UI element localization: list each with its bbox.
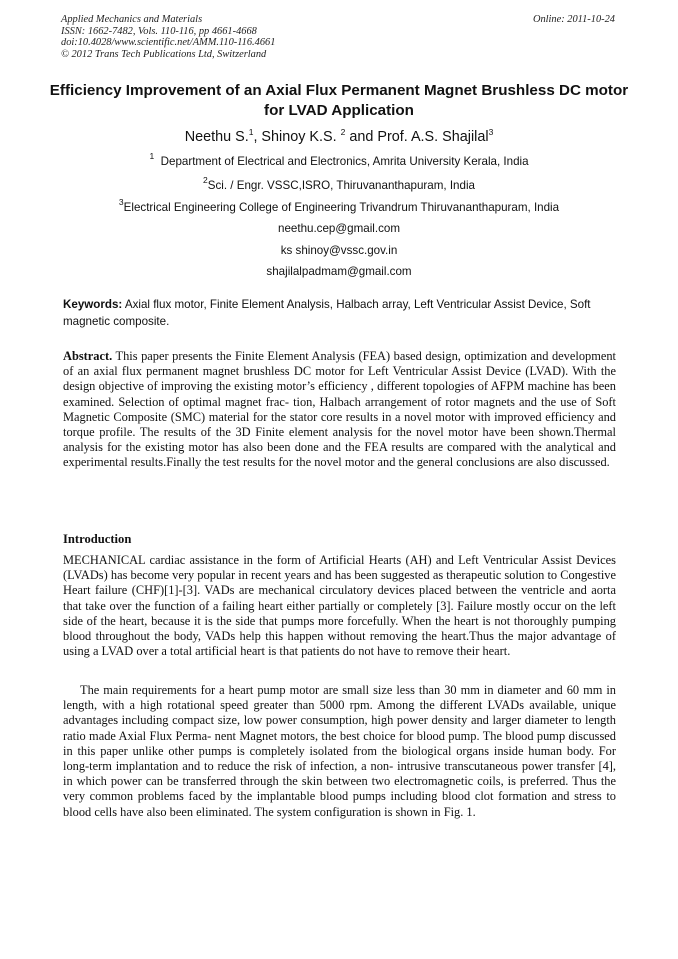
keywords-text: Axial flux motor, Finite Element Analysis, Halbach array, Left Ventricular Assist Device, Soft magnetic composite. [63, 298, 591, 328]
author-list [40, 128, 638, 146]
introduction-heading: Introduction [63, 532, 132, 546]
keywords-label: Keywords: [63, 298, 123, 311]
email-3: shajilalpadmam@gmail.com [266, 265, 412, 278]
author-affiliation-mark: 2 [340, 127, 346, 137]
paper-title: Efficiency Improvement of an Axial Flux Permanent Magnet Brushless DC motor for LVAD Application [49, 82, 629, 119]
author-affiliation-mark: 1 [248, 127, 254, 137]
email-1: neethu.cep@gmail.com [278, 222, 400, 235]
affiliation-1 [20, 151, 658, 169]
abstract-text: This paper presents the Finite Element Analysis (FEA) based design, optimization and development of an axial flux permanent magnet brushless DC motor for Left Ventricular Assist Device (LVAD). With the design objective of improving the existing motor’s efficiency , different topologies of AFPM machine has been examined. Selection of optimal magnet frac- tion, Halbach arrangement of rotor magnets and the use of Soft Magnetic Composite (SMC) material for the stator core results in a novel motor with improved efficiency and torque profile. The results of the 3D Finite element analysis for the novel motor have been shown.Thermal analysis for the existing motor has also been done and the FEA results are compared with the analytical and experimental results.Finally the test results for the novel motor and the general conclusions are also discussed. [63, 349, 616, 470]
abstract-label: Abstract. [63, 349, 113, 363]
affiliation-text: Sci. / Engr. VSSC,ISRO, Thiruvananthapuram, India [207, 179, 475, 192]
affiliation-mark: 1 [149, 151, 155, 161]
doi-line: doi:10.4028/www.scientific.net/AMM.110-116.4661 [61, 37, 276, 49]
abstract-block [63, 349, 616, 471]
online-date: Online: 2011-10-24 [532, 14, 615, 25]
keywords-block [63, 297, 619, 330]
journal-name: Applied Mechanics and Materials [61, 14, 203, 25]
journal-header [61, 14, 421, 60]
introduction-paragraph-1: MECHANICAL cardiac assistance in the form of Artificial Hearts (AH) and Left Ventricular Assist Devices (LVADs) has become very popular in recent years and has been suggested as therapeutic solution to Congestive Heart failure (CHF)[1]-[3]. VADs are mechanical circulatory devices placed between the ventricle and aorta that take over the function of a failing heart either partially or completely [3]. Failure mostly occur on the left side of the heart, because it is the side that pumps more forcefully. When the heart is not thoroughly pumping blood throughout the body, VADs help this happen without removing the heart.Thus the major advantage of using a LVAD over a total artificial heart is that patients do not have to remove their heart. [63, 553, 616, 659]
author-affiliation-mark: 3 [488, 127, 494, 137]
author-name: Neethu S. [184, 129, 249, 145]
affiliation-3 [20, 197, 658, 215]
affiliation-text: Electrical Engineering College of Engineering Trivandrum Thiruvananthapuram, India [123, 201, 560, 214]
affiliation-mark: 3 [118, 197, 124, 207]
author-name: and Prof. A.S. Shajilal [345, 129, 489, 145]
author-name: , Shinoy K.S. [253, 129, 341, 145]
introduction-paragraph-2: The main requirements for a heart pump motor are small size less than 30 mm in diameter and 60 mm in length, with a high rotational speed greater than 5000 rpm. Among the different LVADs available, unique advantages including compact size, low power consumption, high power density and larger diameter to length ratio made Axial Flux Perma- nent Magnet motors, the best choice for blood pump. The blood pump discussed in this paper unlike other pumps is completely isolated from the biological organs inside human body. For long-term implantation and to reduce the risk of infection, a non- intrusive transcutaneous power transfer [4], in which power can be transferred through the skin between two electromagnetic coils, is preferred. Thus the very common problems faced by the implantable blood pumps including blood clot formation and stress to blood cells have also been eliminated. The system configuration is shown in Fig. 1. [63, 683, 616, 819]
affiliation-2 [20, 175, 658, 193]
affiliation-text: Department of Electrical and Electronics, Amrita University Kerala, India [160, 155, 529, 168]
copyright-line: © 2012 Trans Tech Publications Ltd, Switzerland [61, 48, 267, 60]
affiliation-mark: 2 [203, 175, 208, 185]
email-2: ks shinoy@vssc.gov.in [280, 244, 398, 257]
issn-line: ISSN: 1662-7482, Vols. 110-116, pp 4661-4668 [61, 25, 257, 37]
